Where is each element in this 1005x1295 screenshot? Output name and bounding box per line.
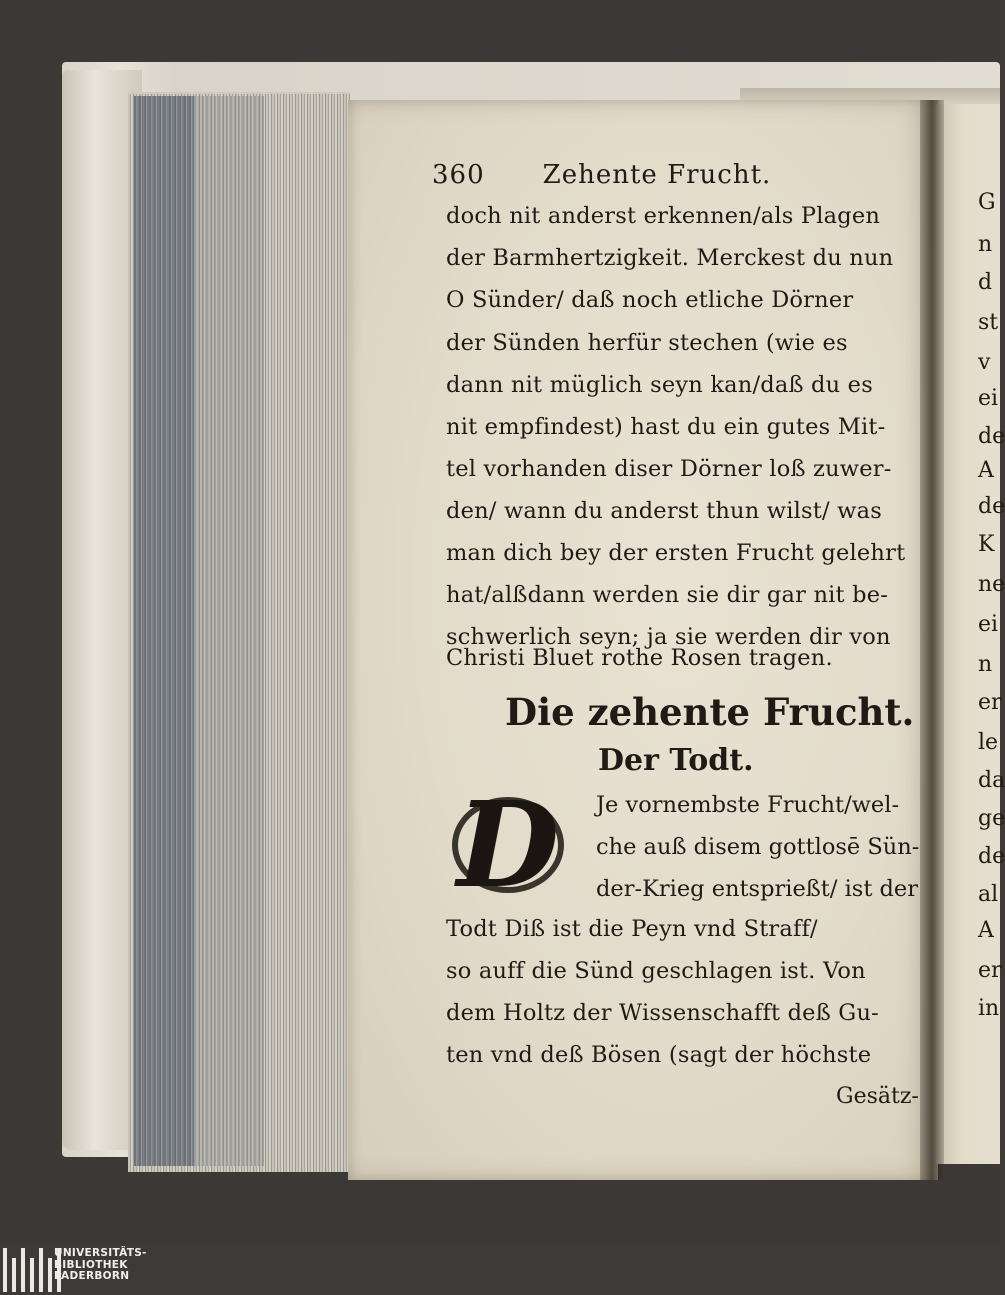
right-page-fragment: G	[978, 190, 996, 215]
dropcap-line: che auß disem gottlosē Sün-	[596, 834, 920, 860]
book-gutter	[920, 100, 944, 1180]
right-page-fragment: in	[978, 996, 1000, 1021]
right-page-fragment: st	[978, 310, 999, 335]
running-head-title: Zehente Frucht.	[542, 160, 772, 190]
page-number: 360	[432, 160, 485, 190]
right-page-fragment: er	[978, 690, 1002, 715]
dropcap-line: der-Krieg entsprießt/ ist der	[596, 876, 918, 902]
right-page-fragment: de	[978, 424, 1005, 449]
body-line: der Barmhertzigkeit. Merckest du nun	[446, 245, 894, 271]
right-page-fragment: n	[978, 652, 993, 677]
chapter-heading: Die zehente Frucht.	[505, 690, 915, 734]
right-page-fragment: A	[978, 458, 994, 483]
right-page-fragment: A	[978, 918, 994, 943]
running-head	[432, 160, 771, 190]
catchword: Gesätz-	[836, 1084, 919, 1109]
right-page-fragment: n	[978, 232, 993, 257]
body-line: dann nit müglich seyn kan/daß du es	[446, 372, 873, 398]
body-line: schwerlich seyn; ja sie werden dir von	[446, 624, 891, 650]
body-line: so auff die Sünd geschlagen ist. Von	[446, 958, 866, 984]
decorated-initial: D	[456, 775, 560, 914]
body-line: dem Holtz der Wissenschafft deß Gu-	[446, 1000, 879, 1026]
right-page-fragment: v	[978, 350, 991, 375]
right-page-fragment: ge	[978, 806, 1005, 831]
right-page-fragment: K	[978, 532, 995, 557]
body-line: der Sünden herfür stechen (wie es	[446, 330, 848, 356]
right-page-fragment: ei	[978, 612, 999, 637]
body-line: nit empfindest) hast du ein gutes Mit-	[446, 414, 886, 440]
body-line: hat/alßdann werden sie dir gar nit be-	[446, 582, 889, 608]
body-line: ten vnd deß Bösen (sagt der höchste	[446, 1042, 872, 1068]
body-line: Todt Diß ist die Peyn vnd Straff/	[446, 916, 818, 942]
right-page-fragment: le	[978, 730, 999, 755]
right-page-fragment: er	[978, 958, 1002, 983]
page-edges-dark	[134, 96, 194, 1166]
body-line: doch nit anderst erkennen/als Plagen	[446, 203, 881, 229]
right-page-fragment: de	[978, 494, 1005, 519]
body-line: O Sünder/ daß noch etliche Dörner	[446, 287, 854, 313]
dropcap-line: Je vornembste Frucht/wel-	[596, 792, 900, 818]
body-line: Christi Bluet rothe Rosen tragen.	[446, 645, 833, 671]
library-name-line: UNIVERSITÄTS-	[54, 1247, 147, 1259]
body-line: den/ wann du anderst thun wilst/ was	[446, 498, 882, 524]
page-edges-mid	[194, 96, 264, 1166]
library-name-line: BIBLIOTHEK	[54, 1258, 128, 1271]
body-line: man dich bey der ersten Frucht gelehrt	[446, 540, 906, 566]
right-page-fragment: d	[978, 270, 993, 295]
right-page-fragment: al	[978, 882, 999, 907]
library-name-line: PADERBORN	[54, 1270, 130, 1282]
library-logo-icon	[3, 1248, 61, 1292]
body-line: tel vorhanden diser Dörner loß zuwer-	[446, 456, 892, 482]
right-page-fragment: ei	[978, 386, 999, 411]
right-page-fragment: da	[978, 768, 1005, 793]
chapter-subheading: Der Todt.	[598, 743, 754, 778]
library-name	[54, 1248, 147, 1283]
right-page-fragment: de	[978, 844, 1005, 869]
footer-bar	[0, 1245, 1000, 1295]
right-page-fragment: ne	[978, 572, 1005, 597]
